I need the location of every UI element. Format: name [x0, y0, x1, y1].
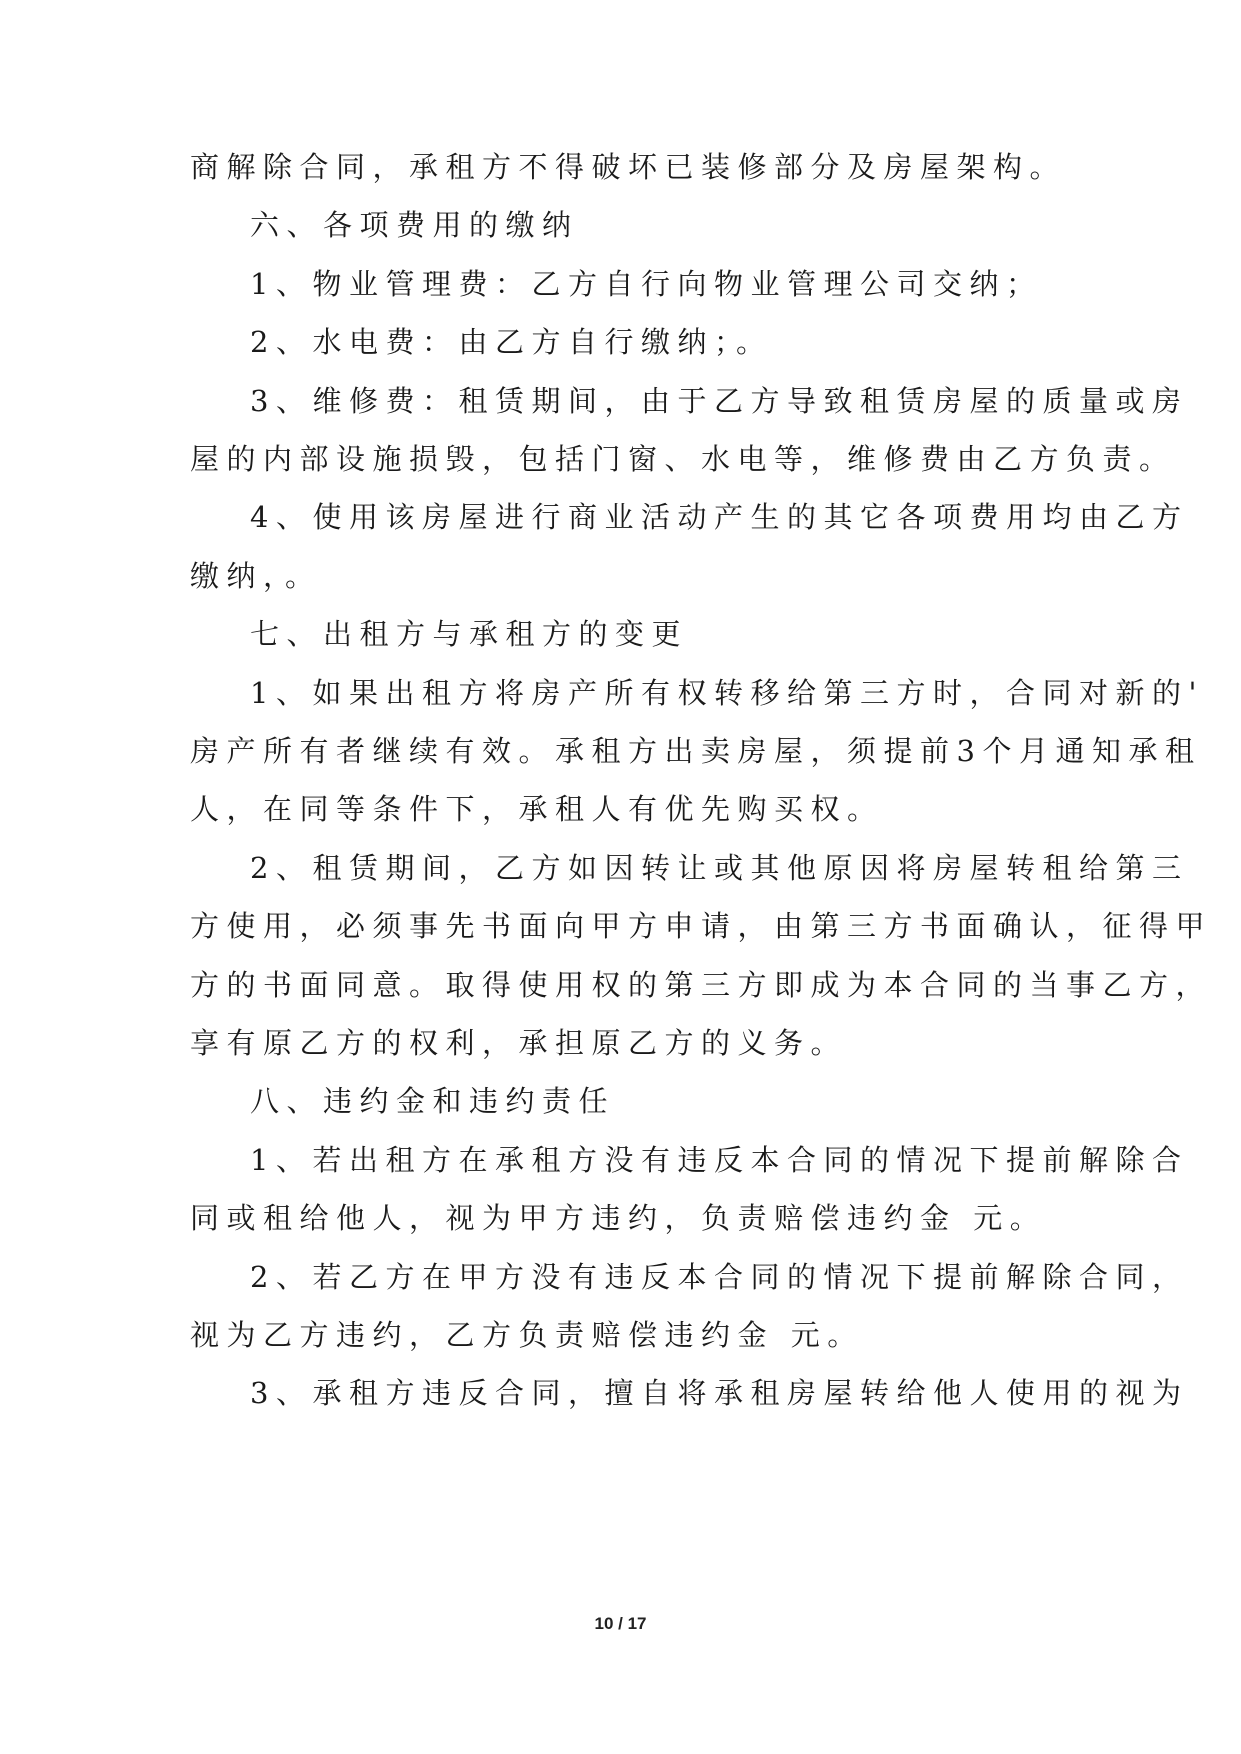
text-line: 方使用，必须事先书面向甲方申请，由第三方书面确认，征得甲: [190, 909, 1213, 943]
page-number: 10 / 17: [594, 1614, 647, 1633]
text-line: 人，在同等条件下，承租人有优先购买权。: [190, 792, 884, 826]
text-line: 视为乙方违约，乙方负责赔偿违约金 元。: [190, 1318, 864, 1352]
text-line: 1、物业管理费：乙方自行向物业管理公司交纳；: [250, 267, 1043, 301]
text-line: 3、维修费：租赁期间，由于乙方导致租赁房屋的质量或房: [250, 384, 1189, 418]
text-line: 4、使用该房屋进行商业活动产生的其它各项费用均由乙方: [250, 500, 1189, 534]
text-line: 2、租赁期间，乙方如因转让或其他原因将房屋转租给第三: [250, 851, 1189, 885]
text-line: 同或租给他人，视为甲方违约，负责赔偿违约金 元。: [190, 1201, 1047, 1235]
text-line: 屋的内部设施损毁，包括门窗、水电等，维修费由乙方负责。: [190, 442, 1176, 476]
text-line: 3、承租方违反合同，擅自将承租房屋转给他人使用的视为: [250, 1376, 1189, 1410]
text-line: 商解除合同，承租方不得破坏已装修部分及房屋架构。: [190, 150, 1067, 184]
section-heading: 七、出租方与承租方的变更: [250, 617, 689, 651]
text-line: 缴纳，。: [190, 559, 322, 593]
text-line: 方的书面同意。取得使用权的第三方即成为本合同的当事乙方，: [190, 968, 1213, 1002]
section-heading: 八、违约金和违约责任: [250, 1084, 616, 1118]
text-line: 2、水电费：由乙方自行缴纳；。: [250, 325, 773, 359]
text-line: 2、若乙方在甲方没有违反本合同的情况下提前解除合同，: [250, 1260, 1189, 1294]
text-line: 房产所有者继续有效。承租方出卖房屋，须提前3个月通知承租: [190, 734, 1202, 768]
text-line: 1、如果出租方将房产所有权转移给第三方时，合同对新的': [250, 676, 1204, 710]
section-heading: 六、各项费用的缴纳: [250, 208, 579, 242]
text-line: 1、若出租方在承租方没有违反本合同的情况下提前解除合: [250, 1143, 1189, 1177]
text-line: 享有原乙方的权利，承担原乙方的义务。: [190, 1026, 848, 1060]
